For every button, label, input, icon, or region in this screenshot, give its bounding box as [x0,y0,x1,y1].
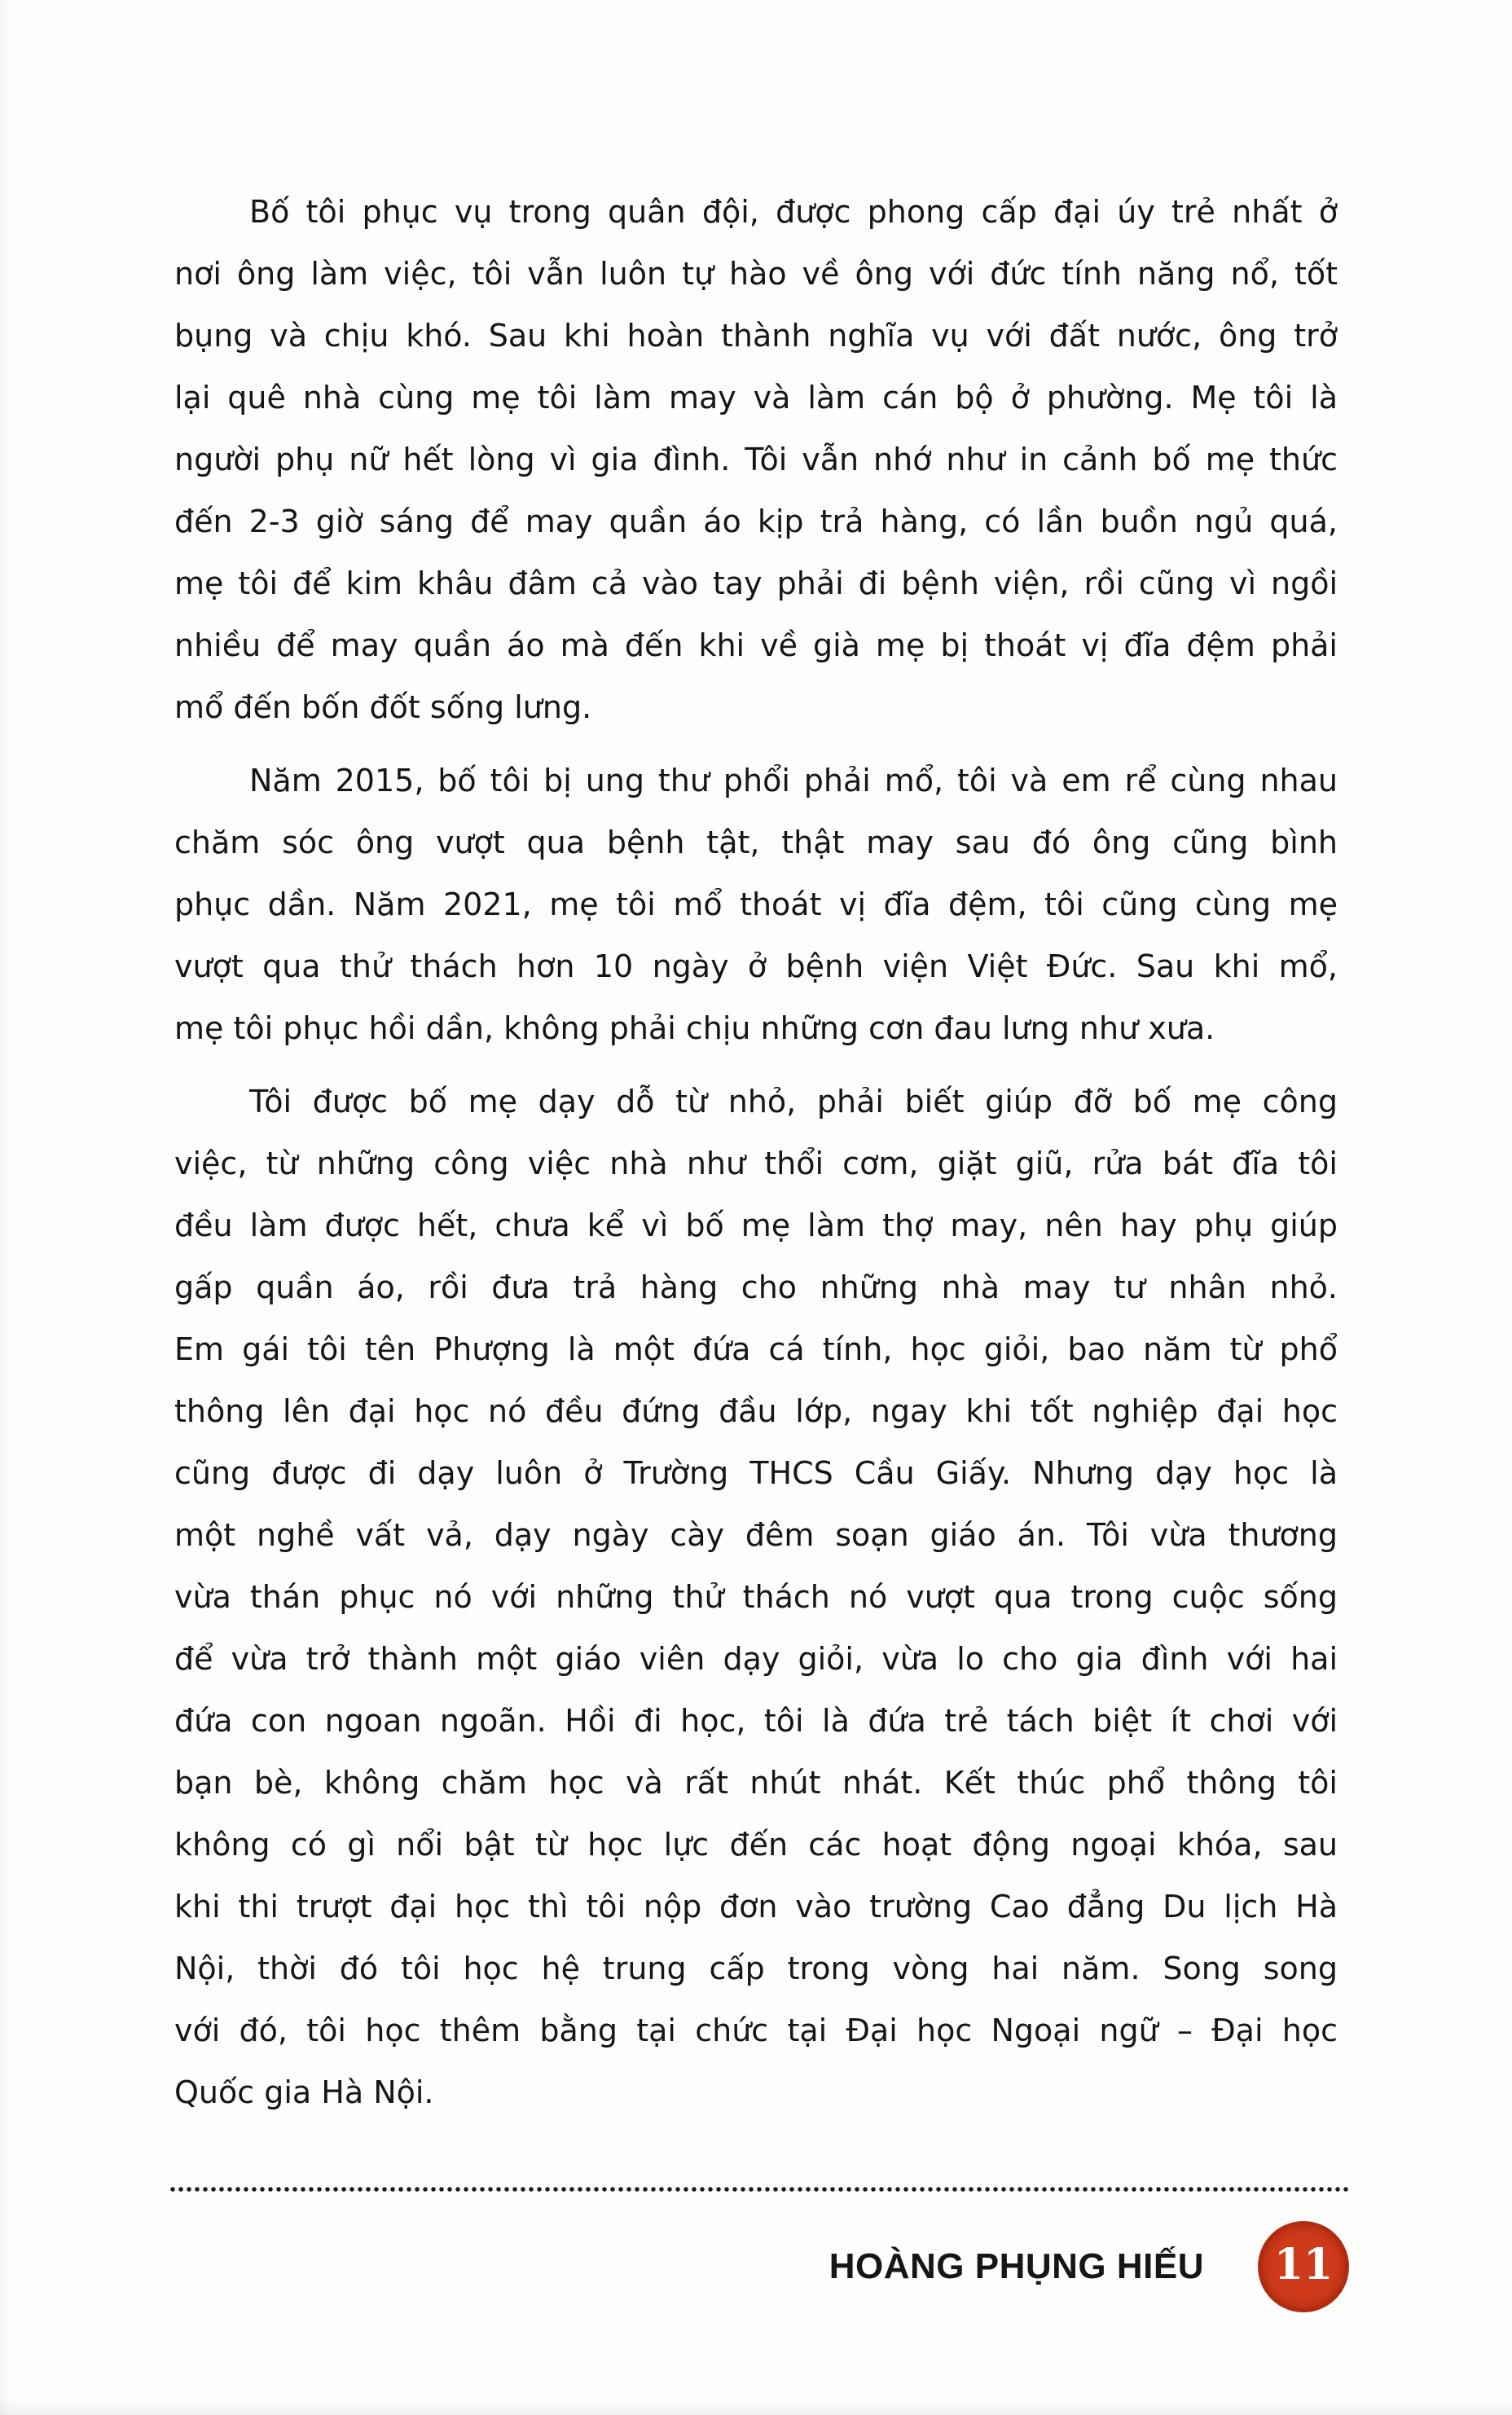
text-line: một nghề vất vả, dạy ngày cày đêm soạn giáo án. Tôi vừa thương [174,1517,1338,1553]
page-number-badge [1258,2221,1349,2312]
text-line: đứa con ngoan ngoãn. Hồi đi học, tôi là đứa trẻ tách biệt ít chơi với [174,1703,1338,1739]
text-line: Em gái tôi tên Phượng là một đứa cá tính, học giỏi, bao năm từ phổ [174,1331,1338,1367]
text-line: Tôi được bố mẹ dạy dỗ từ nhỏ, phải biết giúp đỡ bố mẹ công [249,1084,1338,1120]
page-number: 11 [1273,2240,1334,2290]
paragraph-1 [174,181,1338,738]
text-line: Nội, thời đó tôi học hệ trung cấp trong vòng hai năm. Song song [174,1951,1338,1986]
text-line: đến 2-3 giờ sáng để may quần áo kịp trả hàng, có lần buồn ngủ quá, [174,504,1338,539]
text-block [174,181,1338,2135]
text-line: nhiều để may quần áo mà đến khi về già mẹ bị thoát vị đĩa đệm phải [174,627,1338,663]
text-line: việc, từ những công việc nhà như thổi cơm, giặt giũ, rửa bát đĩa tôi [174,1146,1338,1181]
text-line: khi thi trượt đại học thì tôi nộp đơn vào trường Cao đẳng Du lịch Hà [174,1889,1338,1925]
text-line: Năm 2015, bố tôi bị ung thư phổi phải mổ, tôi và em rể cùng nhau [249,763,1338,798]
author-name: HOÀNG PHỤNG HIẾU [829,2246,1204,2286]
text-line: với đó, tôi học thêm bằng tại chức tại Đại học Ngoại ngữ – Đại học [174,2012,1338,2048]
text-line: cũng được đi dạy luôn ở Trường THCS Cầu Giấy. Nhưng dạy học là [174,1455,1338,1491]
dotted-divider [169,2187,1348,2192]
page-footer [829,2221,1349,2312]
paragraph-2 [174,750,1338,1059]
text-line: để vừa trở thành một giáo viên dạy giỏi, vừa lo cho gia đình với hai [174,1641,1338,1677]
text-line: người phụ nữ hết lòng vì gia đình. Tôi vẫn nhớ như in cảnh bố mẹ thức [174,442,1338,477]
text-line: Quốc gia Hà Nội. [174,2074,434,2110]
text-line: bụng và chịu khó. Sau khi hoàn thành nghĩa vụ với đất nước, ông trở [174,318,1338,354]
text-line: phục dần. Năm 2021, mẹ tôi mổ thoát vị đĩa đệm, tôi cũng cùng mẹ [174,886,1338,922]
text-line: bạn bè, không chăm học và rất nhút nhát. Kết thúc phổ thông tôi [174,1765,1338,1801]
text-line: lại quê nhà cùng mẹ tôi làm may và làm cán bộ ở phường. Mẹ tôi là [174,380,1338,416]
text-line: thông lên đại học nó đều đứng đầu lớp, ngay khi tốt nghiệp đại học [174,1393,1338,1429]
text-line: vừa thán phục nó với những thử thách nó vượt qua trong cuộc sống [174,1579,1338,1615]
paragraph-3 [174,1071,1338,2123]
text-line: vượt qua thử thách hơn 10 ngày ở bệnh viện Việt Đức. Sau khi mổ, [174,948,1338,984]
text-line: chăm sóc ông vượt qua bệnh tật, thật may sau đó ông cũng bình [174,825,1338,860]
text-line: Bố tôi phục vụ trong quân đội, được phong cấp đại úy trẻ nhất ở [249,194,1338,230]
text-line: không có gì nổi bật từ học lực đến các hoạt động ngoại khóa, sau [174,1827,1338,1863]
text-line: mổ đến bốn đốt sống lưng. [174,689,592,725]
text-line: đều làm được hết, chưa kể vì bố mẹ làm thợ may, nên hay phụ giúp [174,1208,1338,1243]
text-line: mẹ tôi phục hồi dần, không phải chịu những cơn đau lưng như xưa. [174,1010,1215,1046]
text-line: mẹ tôi để kim khâu đâm cả vào tay phải đi bệnh viện, rồi cũng vì ngồi [174,565,1338,601]
text-line: gấp quần áo, rồi đưa trả hàng cho những nhà may tư nhân nhỏ. [174,1269,1338,1305]
text-line: nơi ông làm việc, tôi vẫn luôn tự hào về ông với đức tính năng nổ, tốt [174,256,1338,292]
